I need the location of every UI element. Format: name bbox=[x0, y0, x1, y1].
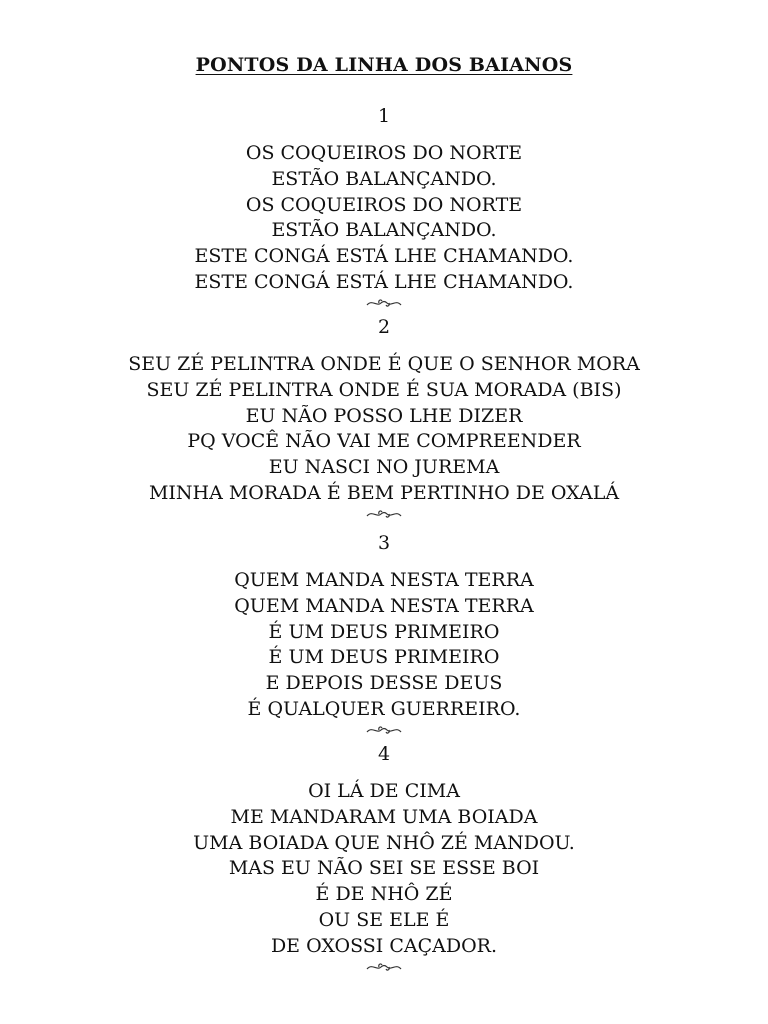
verse-line: É UM DEUS PRIMEIRO bbox=[268, 646, 500, 669]
section-number: 2 bbox=[377, 316, 391, 338]
ponto-section-1 bbox=[0, 103, 768, 309]
verse-line: SEU ZÉ PELINTRA ONDE É SUA MORADA (BIS) bbox=[146, 378, 622, 401]
verse-line: É DE NHÔ ZÉ bbox=[315, 883, 453, 906]
verse-line: É QUALQUER GUERREIRO. bbox=[247, 697, 521, 720]
verse-line: É UM DEUS PRIMEIRO bbox=[268, 620, 500, 643]
verse-line: MINHA MORADA É BEM PERTINHO DE OXALÁ bbox=[148, 481, 620, 504]
vine-flourish-icon bbox=[364, 297, 404, 309]
section-number: 1 bbox=[377, 105, 391, 127]
ponto-section-2 bbox=[0, 314, 768, 520]
verse-line: QUEM MANDA NESTA TERRA bbox=[234, 569, 534, 591]
verse-line: ESTE CONGÁ ESTÁ LHE CHAMANDO. bbox=[194, 270, 574, 293]
verse-line: DE OXOSSI CAÇADOR. bbox=[270, 934, 498, 957]
verse-line: OU SE ELE É bbox=[318, 908, 450, 931]
verse-line: ME MANDARAM UMA BOIADA bbox=[230, 805, 538, 828]
verse-line: ESTÃO BALANÇANDO. bbox=[271, 167, 497, 190]
vine-flourish-icon bbox=[364, 508, 404, 520]
ponto-section-3 bbox=[0, 530, 768, 736]
verse-line: QUEM MANDA NESTA TERRA bbox=[234, 594, 534, 617]
document-title: PONTOS DA LINHA DOS BAIANOS bbox=[195, 54, 573, 76]
verse-line: E DEPOIS DESSE DEUS bbox=[265, 672, 503, 695]
verse-line: OI LÁ DE CIMA bbox=[308, 780, 460, 802]
verse-line: EU NASCI NO JUREMA bbox=[268, 456, 500, 479]
verse-line: UMA BOIADA QUE NHÔ ZÉ MANDOU. bbox=[193, 831, 575, 854]
vine-flourish-icon bbox=[364, 724, 404, 736]
verse-line: EU NÃO POSSO LHE DIZER bbox=[245, 404, 523, 427]
section-number: 3 bbox=[377, 532, 391, 554]
verse-line: MAS EU NÃO SEI SE ESSE BOI bbox=[228, 857, 540, 880]
vine-flourish-icon bbox=[364, 961, 404, 973]
verse-line: OS COQUEIROS DO NORTE bbox=[245, 142, 523, 164]
ponto-section-4 bbox=[0, 741, 768, 973]
verse-line: OS COQUEIROS DO NORTE bbox=[245, 193, 523, 216]
verse-line: ESTE CONGÁ ESTÁ LHE CHAMANDO. bbox=[194, 245, 574, 268]
section-number: 4 bbox=[377, 743, 391, 765]
verse-line: PQ VOCÊ NÃO VAI ME COMPREENDER bbox=[187, 430, 581, 453]
verse-line: SEU ZÉ PELINTRA ONDE É QUE O SENHOR MORA bbox=[128, 353, 640, 375]
verse-line: ESTÃO BALANÇANDO. bbox=[271, 219, 497, 242]
